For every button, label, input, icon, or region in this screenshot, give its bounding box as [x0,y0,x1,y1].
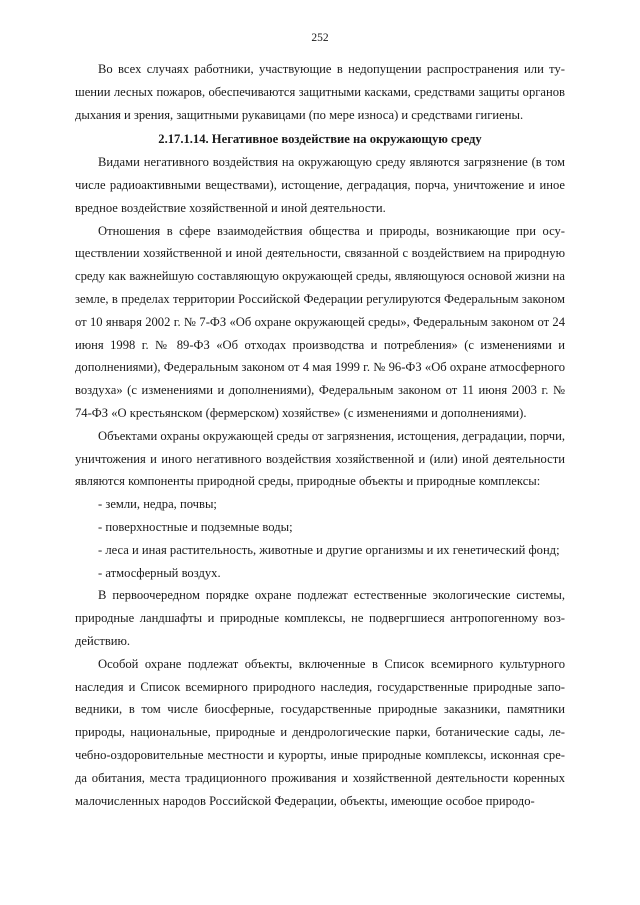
paragraph-ppe: Во всех случаях работники, участвующие в недопущении распространения или тушении лесных пожаров, обеспечиваются защитными касками, средствами защиты органов дыхания и зрения, защитными рукавицами (по мере износа) и средствами гигиены. [75,62,565,122]
paragraph-legal-basis: Отношения в сфере взаимодействия общества и природы, возникающие при осуществлении хозяйственной и иной деятельности, связанной с воздействием на природную среду как важнейшую составляющую окружающей среды, являющуюся основой жизни на земле, в пределах территории Российской Федерации регулируются Федеральным законом от 10 января 2002 г. № 7-ФЗ «Об охране окружающей среды», Федеральным законом от 24 июня 1998 г. № 89-ФЗ «Об отходах производства и потребления» (с изменениями и дополнениями), Федеральным законом от 4 мая 1999 г. № 96-ФЗ «Об охране атмосферного воздуха» (с изменениями и дополнениями), Федеральным законом от 11 июня 2003 г. № 74-ФЗ «О крестьянском (фермерском) хозяйстве» (с изменениями и дополнениями). [75,223,565,420]
list-item-lands: - земли, недра, почвы; [98,497,217,512]
paragraph-protection-objects: Объектами охраны окружающей среды от загрязнения, истощения, деградации, порчи, уничтожения и иного негативного воздействия хозяйственной и (или) иной деятельности являются компоненты природной среды, природные объекты и природные комплексы: [75,428,565,489]
document-page [75,30,565,812]
page-number: 252 [311,32,329,44]
paragraph-impact-types: Видами негативного воздействия на окружающую среду являются загрязнение (в том числе радиоактивными веществами), истощение, деградация, порча, уничтожение и иное вредное воздействие хозяйственной и иной деятельности. [75,155,565,215]
paragraph-special-protection: Особой охране подлежат объекты, включенные в Список всемирного культурного наследия и Список всемирного природного наследия, государственные природные заповедники, в том числе биосферные, государственные природные заказники, памятники природы, национальные, природные и дендрологические парки, ботанические сады, лечебно-оздоровительные местности и курорты, иные природные комплексы, исконная среда обитания, места традиционного проживания и хозяйственной деятельности коренных малочисленных народов Российской Федерации, объекты, имеющие особое природо- [75,656,565,808]
list-item-forests: - леса и иная растительность, животные и другие организмы и их генетический фонд; [98,542,560,557]
list-item-air: - атмосферный воздух. [98,565,221,580]
section-heading: 2.17.1.14. Негативное воздействие на окружающую среду [158,132,482,147]
list-item-waters: - поверхностные и подземные воды; [98,519,293,534]
paragraph-priority-protection: В первоочередном порядке охране подлежат естественные экологические системы, природные ландшафты и природные комплексы, не подвергшиеся антропогенному воздействию. [75,588,565,648]
